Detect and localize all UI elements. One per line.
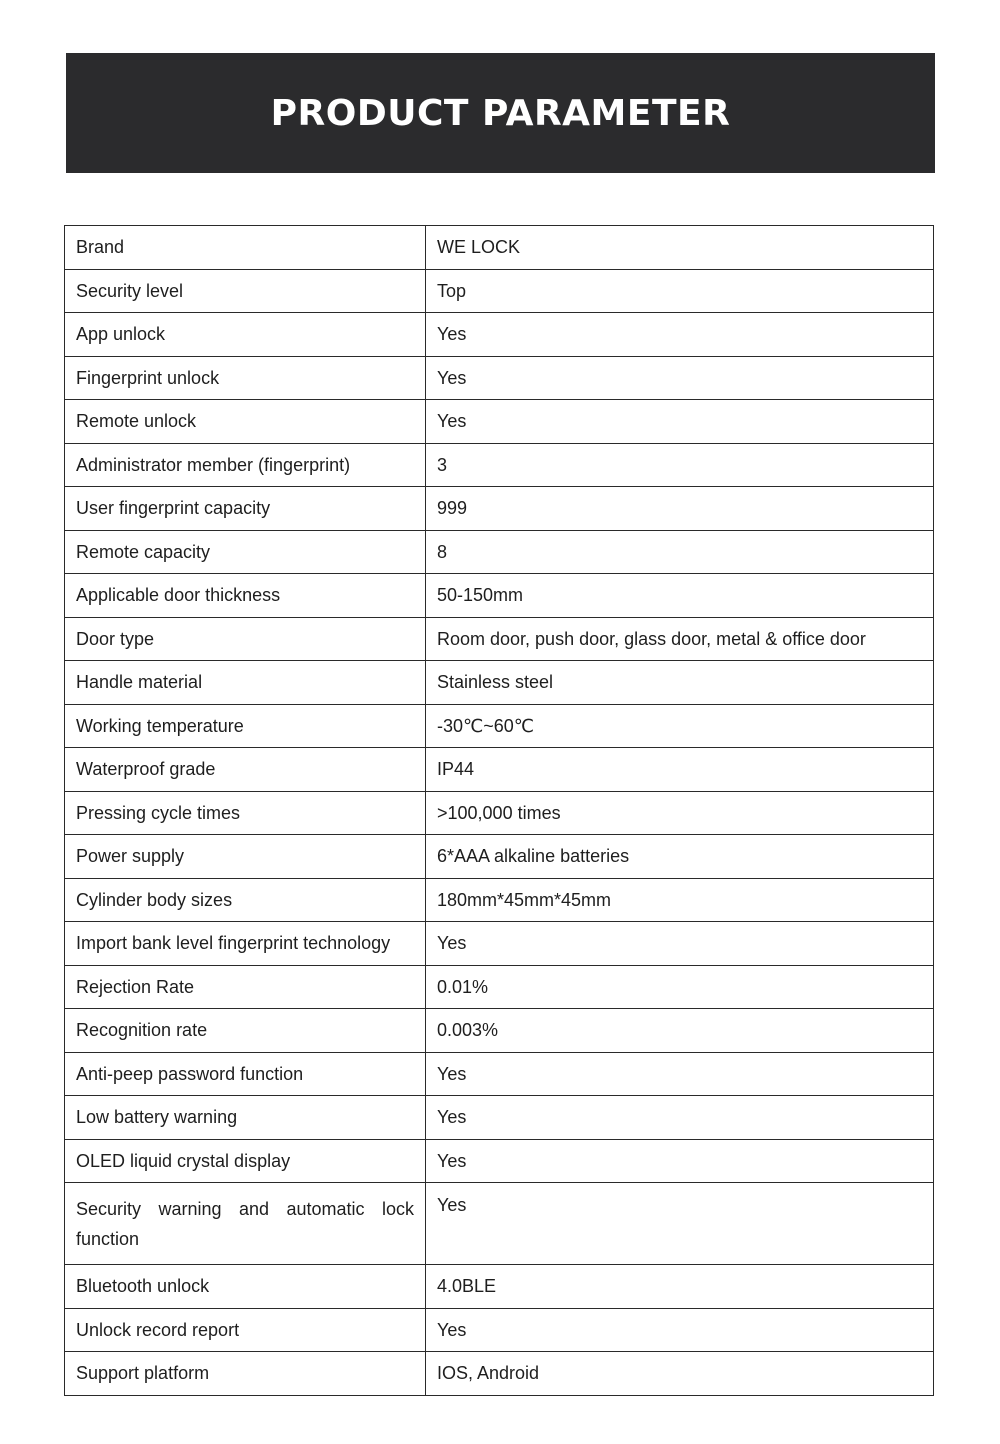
parameter-label: Low battery warning (65, 1096, 426, 1140)
parameter-label: App unlock (65, 313, 426, 357)
parameter-value: 50-150mm (426, 574, 934, 618)
parameter-label: Security level (65, 269, 426, 313)
table-row (65, 1352, 934, 1396)
parameter-table (64, 225, 934, 1396)
table-row (65, 400, 934, 444)
parameter-label: User fingerprint capacity (65, 487, 426, 531)
table-row (65, 1096, 934, 1140)
parameter-value: 3 (426, 443, 934, 487)
table-row (65, 835, 934, 879)
parameter-label: Administrator member (fingerprint) (65, 443, 426, 487)
table-row (65, 878, 934, 922)
parameter-value: Yes (426, 1139, 934, 1183)
parameter-label: Cylinder body sizes (65, 878, 426, 922)
table-row (65, 443, 934, 487)
table-row (65, 704, 934, 748)
parameter-value: Yes (426, 922, 934, 966)
table-row (65, 922, 934, 966)
parameter-value: Yes (426, 1183, 934, 1265)
table-row (65, 1052, 934, 1096)
parameter-value: 8 (426, 530, 934, 574)
parameter-value: 180mm*45mm*45mm (426, 878, 934, 922)
parameter-label: Remote capacity (65, 530, 426, 574)
parameter-value: -30℃~60℃ (426, 704, 934, 748)
table-row (65, 530, 934, 574)
parameter-label: Fingerprint unlock (65, 356, 426, 400)
parameter-value: Yes (426, 1308, 934, 1352)
parameter-label: Working temperature (65, 704, 426, 748)
parameter-label: Pressing cycle times (65, 791, 426, 835)
parameter-label: Door type (65, 617, 426, 661)
parameter-label: Rejection Rate (65, 965, 426, 1009)
table-row (65, 487, 934, 531)
table-row (65, 1009, 934, 1053)
parameter-value: 6*AAA alkaline batteries (426, 835, 934, 879)
parameter-label: Applicable door thickness (65, 574, 426, 618)
parameter-value: Yes (426, 313, 934, 357)
table-row (65, 1265, 934, 1309)
parameter-label: Recognition rate (65, 1009, 426, 1053)
table-row (65, 1139, 934, 1183)
parameter-label: Anti-peep password function (65, 1052, 426, 1096)
table-row (65, 661, 934, 705)
parameter-value: IP44 (426, 748, 934, 792)
parameter-label: Handle material (65, 661, 426, 705)
parameter-value: Yes (426, 1096, 934, 1140)
table-row (65, 617, 934, 661)
table-row (65, 791, 934, 835)
table-row (65, 356, 934, 400)
table-row (65, 1183, 934, 1265)
table-row (65, 269, 934, 313)
parameter-label: Unlock record report (65, 1308, 426, 1352)
table-row (65, 226, 934, 270)
parameter-label: Remote unlock (65, 400, 426, 444)
parameter-value: 0.01% (426, 965, 934, 1009)
parameter-value: 999 (426, 487, 934, 531)
title-banner (66, 53, 935, 173)
parameter-value: WE LOCK (426, 226, 934, 270)
parameter-label: Waterproof grade (65, 748, 426, 792)
table-row (65, 574, 934, 618)
table-row (65, 313, 934, 357)
parameter-value: Room door, push door, glass door, metal & office door (426, 617, 934, 661)
table-row (65, 748, 934, 792)
table-row (65, 965, 934, 1009)
parameter-value: IOS, Android (426, 1352, 934, 1396)
parameter-value: 4.0BLE (426, 1265, 934, 1309)
parameter-label: Import bank level fingerprint technology (65, 922, 426, 966)
parameter-label: Bluetooth unlock (65, 1265, 426, 1309)
parameter-label: Brand (65, 226, 426, 270)
parameter-label: Support platform (65, 1352, 426, 1396)
parameter-label: Security warning and automatic lock function (65, 1183, 426, 1265)
page-title: PRODUCT PARAMETER (270, 92, 731, 134)
parameter-value: Stainless steel (426, 661, 934, 705)
parameter-value: Yes (426, 1052, 934, 1096)
parameter-value: Top (426, 269, 934, 313)
parameter-label: Power supply (65, 835, 426, 879)
parameter-value: 0.003% (426, 1009, 934, 1053)
parameter-value: Yes (426, 400, 934, 444)
parameter-value: >100,000 times (426, 791, 934, 835)
table-row (65, 1308, 934, 1352)
parameter-label: OLED liquid crystal display (65, 1139, 426, 1183)
parameter-value: Yes (426, 356, 934, 400)
